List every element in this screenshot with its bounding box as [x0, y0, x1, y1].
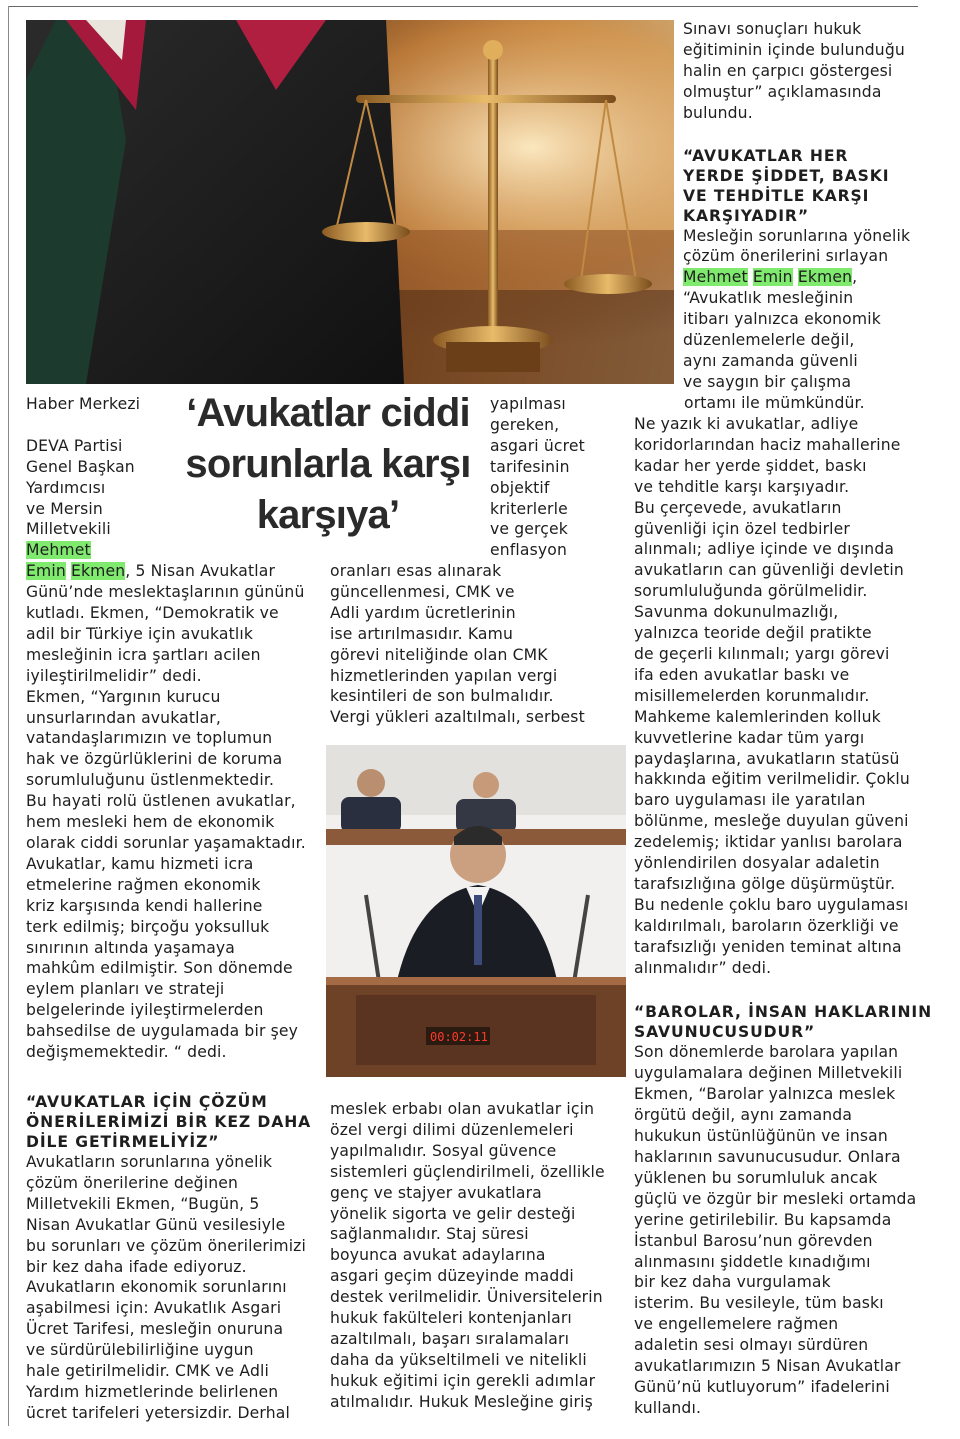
body-line: asgari geçim düzeyinde maddi	[330, 1267, 574, 1286]
section-heading	[26, 1092, 326, 1152]
body-line: güvenliği için özel tedbirler	[634, 519, 850, 538]
body-line: koridorlarından haciz mahallerine	[634, 435, 901, 454]
body-line: ve engellemelere rağmen	[634, 1315, 839, 1334]
column-3-top	[683, 19, 923, 414]
heading-line: DİLE GETİRMELİYİZ”	[26, 1132, 220, 1151]
highlighted-name: Ekmen	[797, 268, 853, 287]
body-line: de geçerli kılınmalı; yargı görevi	[634, 644, 890, 663]
left-rule	[8, 6, 9, 1426]
body-line: “Avukatlık mesleğinin	[683, 289, 854, 308]
body-line: Ekmen, “Barolar yalnızca meslek	[634, 1085, 896, 1104]
body-line: örgütü değil, aynı zamanda	[634, 1106, 853, 1125]
body-line: güncellenmesi, CMK ve	[330, 582, 515, 601]
body-line: avukatların can güvenliği devletin	[634, 561, 904, 580]
body-line: terk edilmiş; birçoğu yoksulluk	[26, 917, 270, 936]
body-line: daha da yükseltilmeli ve nitelikli	[330, 1350, 587, 1369]
body-line: Mahkeme kalemlerinden kolluk	[634, 707, 881, 726]
body-line: sistemleri güçlendirilmeli, özellikle	[330, 1162, 605, 1181]
hero-photo-scales-of-justice	[26, 20, 674, 384]
body-line: hak ve özgürlüklerini de koruma	[26, 750, 283, 769]
body-line: hale getirilmelidir. CMK ve Adli	[26, 1362, 269, 1381]
body-line: ve saygın bir çalışma	[683, 372, 852, 391]
body-line: hem mesleki hem de ekonomik	[26, 813, 275, 832]
body-line: yerine getirilebilir. Bu kapsamda	[634, 1210, 892, 1229]
body-line: alınmalı; adliye içinde ve dışında	[634, 540, 895, 559]
body-line: mahkûm edilmiştir. Son dönemde	[26, 959, 293, 978]
body-line: adaletin sesi olmayı sürdüren	[634, 1336, 869, 1355]
body-line: mesleğinin icra şartları acilen	[26, 645, 261, 664]
body-block-2	[26, 1152, 326, 1424]
intro-line: DEVA Partisi	[26, 436, 123, 455]
body-line: eğitiminin içinde bulunduğu	[683, 40, 905, 59]
body-line: özel vergi dilimi düzenlemeleri	[330, 1120, 574, 1139]
highlighted-name: Ekmen	[70, 562, 126, 581]
heading-line: SAVUNUCUSUDUR”	[634, 1023, 816, 1042]
body-line: iyileştirilmelidir” dedi.	[26, 666, 202, 685]
body-line: hukuk eğitimi için gerekli adımlar	[330, 1371, 596, 1390]
intro-line: ve Mersin	[26, 499, 103, 518]
article-headline	[168, 388, 488, 541]
body-line: Yardım hizmetlerinde belirlenen	[26, 1382, 279, 1401]
column-2-middle	[330, 561, 630, 728]
body-line: itibarı yalnızca ekonomik	[683, 310, 881, 329]
body-line: tarifesinin	[490, 457, 570, 476]
heading-line: YERDE ŞİDDET, BASKI	[683, 166, 890, 185]
body-line: genç ve stajyer avukatlara	[330, 1183, 542, 1202]
body-line: asgari ücret	[490, 436, 585, 455]
body-line: Bu nedenle çoklu baro uygulaması	[634, 895, 909, 914]
body-line: boyunca avukat adaylarına	[330, 1246, 546, 1265]
column-2-top	[490, 394, 640, 561]
body-block	[26, 582, 326, 1063]
body-line: ifa eden avukatlar baskı ve	[634, 665, 850, 684]
body-line: tarafsızlığı yeniden teminat altına	[634, 937, 902, 956]
body-line: kullandı.	[634, 1398, 702, 1417]
body-line: bölünme, mesleğe duyulan güveni	[634, 812, 909, 831]
headline-line: sorunlarla karşı	[185, 442, 471, 486]
heading-line: “AVUKATLAR HER	[683, 146, 849, 165]
name-suffix: ,	[852, 268, 858, 287]
body-line: Son dönemlerde barolara yapılan	[634, 1043, 899, 1062]
body-line: kriz karşısında kendi hallerine	[26, 896, 263, 915]
body-line: yalnızca teoride değil pratikte	[634, 624, 872, 643]
heading-line: KARŞIYADIR”	[683, 206, 809, 225]
section-heading	[683, 146, 923, 226]
body-line: destek verilmelidir. Üniversitelerin	[330, 1288, 603, 1307]
body-line: baro uygulaması ile yaratılan	[634, 791, 866, 810]
body-line: ücret tarifeleri yetersizdir. Derhal	[26, 1403, 290, 1422]
body-line: zedelemiş; iktidar yanlısı barolara	[634, 833, 903, 852]
body-line: düzenlemelerle değil,	[683, 331, 855, 350]
podium-timer-text: 00:02:11	[430, 1030, 488, 1044]
body-line: Sınavı sonuçları hukuk	[683, 20, 862, 38]
body-line: bahsedilse de uygulamada bir şey	[26, 1022, 299, 1041]
body-line: kadar her yerde şiddet, baskı	[634, 456, 867, 475]
body-line: yüklenen bu sorumluluk ancak	[634, 1168, 878, 1187]
body-line: Günü’nde meslektaşlarının gününü	[26, 583, 305, 602]
column-3-main	[634, 414, 934, 1419]
body-line: paydaşlarına, avukatların statüsü	[634, 749, 900, 768]
body-line: görevi niteliğinde olan CMK	[330, 645, 548, 664]
body-line: atılmalıdır. Hukuk Mesleğine giriş	[330, 1392, 593, 1411]
highlighted-name: Mehmet	[683, 268, 748, 287]
body-line: güçlü ve özgür bir mesleki ortamda	[634, 1189, 917, 1208]
heading-line: “BAROLAR, İNSAN HAKLARININ	[634, 1003, 933, 1022]
body-line: Ekmen, “Yargının kurucu	[26, 687, 221, 706]
body-line: sınırının altında yaşamaya	[26, 938, 235, 957]
body-line: hakkında eğitim verilmelidir. Çoklu	[634, 770, 910, 789]
body-line: Avukatlar, kamu hizmeti icra	[26, 854, 254, 873]
body-line: Avukatların sorunlarına yönelik	[26, 1152, 273, 1171]
body-line: İstanbul Barosu’nun görevden	[634, 1231, 873, 1250]
heading-line: “AVUKATLAR İÇİN ÇÖZÜM	[26, 1092, 268, 1111]
body-line: hukukun üstünlüğünün ve insan	[634, 1127, 888, 1146]
body-line: kriterlerle	[490, 499, 568, 518]
body-line: Ücret Tarifesi, mesleğin onuruna	[26, 1320, 284, 1339]
body-line: Günü’nü kutluyorum” ifadelerini	[634, 1377, 890, 1396]
body-line: Bu çerçevede, avukatların	[634, 498, 842, 517]
body-line: hizmetlerinden yapılan vergi	[330, 666, 558, 685]
body-line: Nisan Avukatlar Günü vesilesiyle	[26, 1215, 286, 1234]
speaker-podium-photo	[326, 745, 626, 1077]
source-label: Haber Merkezi	[26, 395, 141, 413]
body-line: kuvvetlerine kadar tüm yargı	[634, 728, 865, 747]
body-line: Ne yazık ki avukatlar, adliye	[634, 415, 859, 433]
body-line: vatandaşlarımızın ve toplumun	[26, 729, 273, 748]
body-line: avukatlarımızın 5 Nisan Avukatlar	[634, 1357, 901, 1376]
body-line: alınmasını şiddetle kınadığımı	[634, 1252, 871, 1271]
body-line: kesintileri de son bulmalıdır.	[330, 687, 554, 706]
body-line: yönlendirilen dosyalar adaletin	[634, 854, 880, 873]
body-line: Bu hayati rolü üstlenen avukatlar,	[26, 792, 296, 811]
body-line: aşabilmesi için: Avukatlık Asgari	[26, 1299, 282, 1318]
body-line: Mesleğin sorunlarına yönelik	[683, 226, 911, 245]
body-line: ise artırılmasıdır. Kamu	[330, 624, 514, 643]
body-line: sağlanmalıdır. Staj süresi	[330, 1225, 529, 1244]
body-line: alınmalıdır” dedi.	[634, 958, 772, 977]
body-line: Avukatların ekonomik sorunlarını	[26, 1278, 287, 1297]
body-line: bulundu.	[683, 103, 753, 122]
body-line: eylem planları ve strateji	[26, 980, 225, 999]
body-line: bir kez daha ifade ediyoruz.	[26, 1257, 247, 1276]
column-2-bottom	[330, 1099, 630, 1413]
body-line: azaltılmalı, başarı sıralamaları	[330, 1329, 570, 1348]
body-line: adil bir Türkiye için avukatlık	[26, 624, 254, 643]
body-line: Vergi yükleri azaltılmalı, serbest	[330, 708, 585, 727]
headline-line: karşıya’	[256, 493, 400, 537]
body-line: yapılmalıdır. Sosyal güvence	[330, 1141, 557, 1160]
intro-rest: , 5 Nisan Avukatlar	[125, 562, 276, 581]
body-line: objektif	[490, 478, 550, 497]
body-line: unsurlarından avukatlar,	[26, 708, 221, 727]
body-line: enflasyon	[490, 541, 567, 560]
headline-line: ‘Avukatlar ciddi	[186, 391, 470, 435]
body-line: belgelerinde iyileştirmelerden	[26, 1001, 264, 1020]
body-line: aynı zamanda güvenli	[683, 351, 858, 370]
section-heading	[634, 1002, 934, 1042]
body-line: sorumluluğunda görülmelidir.	[634, 582, 868, 601]
body-line: uygulamalara değinen Milletvekili	[634, 1064, 903, 1083]
body-line: bu sorunları ve çözüm önerilerimizi	[26, 1236, 306, 1255]
body-line: isterim. Bu vesileyle, tüm baskı	[634, 1294, 884, 1313]
body-line: yönelik sigorta ve gelir desteği	[330, 1204, 576, 1223]
body-line: hukuk fakülteleri kontenjanları	[330, 1309, 572, 1328]
intro-line: Yardımcısı	[26, 478, 106, 497]
column-1	[26, 394, 326, 1424]
body-line: olarak ciddi sorunlar yaşamaktadır.	[26, 834, 306, 853]
body-line: sorumluluğunu üstlenmektedir.	[26, 771, 275, 790]
body-line: değişmemektedir. “ dedi.	[26, 1043, 227, 1062]
highlighted-name: Emin	[26, 562, 66, 581]
intro-line: Milletvekili	[26, 520, 111, 539]
body-line: olmuştur” açıklamasında	[683, 82, 882, 101]
body-line: gereken,	[490, 415, 560, 434]
body-line: etmelerine rağmen ekonomik	[26, 875, 261, 894]
highlighted-name: Mehmet	[26, 541, 91, 560]
body-line: halin en çarpıcı göstergesi	[683, 61, 893, 80]
body-line: ve sürdürülebilirliğine uygun	[26, 1341, 254, 1360]
top-rule	[8, 6, 918, 7]
body-line: kutladı. Ekmen, “Demokratik ve	[26, 604, 279, 623]
body-line: ortamı ile mümkündür.	[684, 393, 865, 412]
body-line: misillemelerden korunmalıdır.	[634, 686, 870, 705]
body-line: oranları esas alınarak	[330, 562, 502, 580]
body-line: Savunma dokunulmazlığı,	[634, 603, 839, 622]
body-line: Milletvekili Ekmen, “Bugün, 5	[26, 1194, 260, 1213]
body-line: bir kez daha vurgulamak	[634, 1273, 831, 1292]
heading-line: VE TEHDİTLE KARŞI	[683, 186, 870, 205]
body-line: tarafsızlığına gölge düşürmüştür.	[634, 874, 896, 893]
body-line: kaldırılmalı, baroların özerkliği ve	[634, 916, 899, 935]
body-line: yapılması	[490, 395, 566, 413]
body-line: ve gerçek	[490, 520, 568, 539]
heading-line: ÖNERİLERİMİZİ BİR KEZ DAHA	[26, 1112, 312, 1131]
body-line: çözüm önerilerine değinen	[26, 1173, 239, 1192]
body-line: çözüm önerilerini sırlayan	[683, 247, 889, 266]
highlighted-name: Emin	[752, 268, 793, 287]
body-line: Adli yardım ücretlerinin	[330, 603, 516, 622]
body-line: ve tehditle karşı karşıyadır.	[634, 477, 850, 496]
intro-line: Genel Başkan	[26, 457, 135, 476]
body-line: meslek erbabı olan avukatlar için	[330, 1100, 595, 1118]
body-line: haklarının savunucusudur. Onlara	[634, 1148, 901, 1166]
